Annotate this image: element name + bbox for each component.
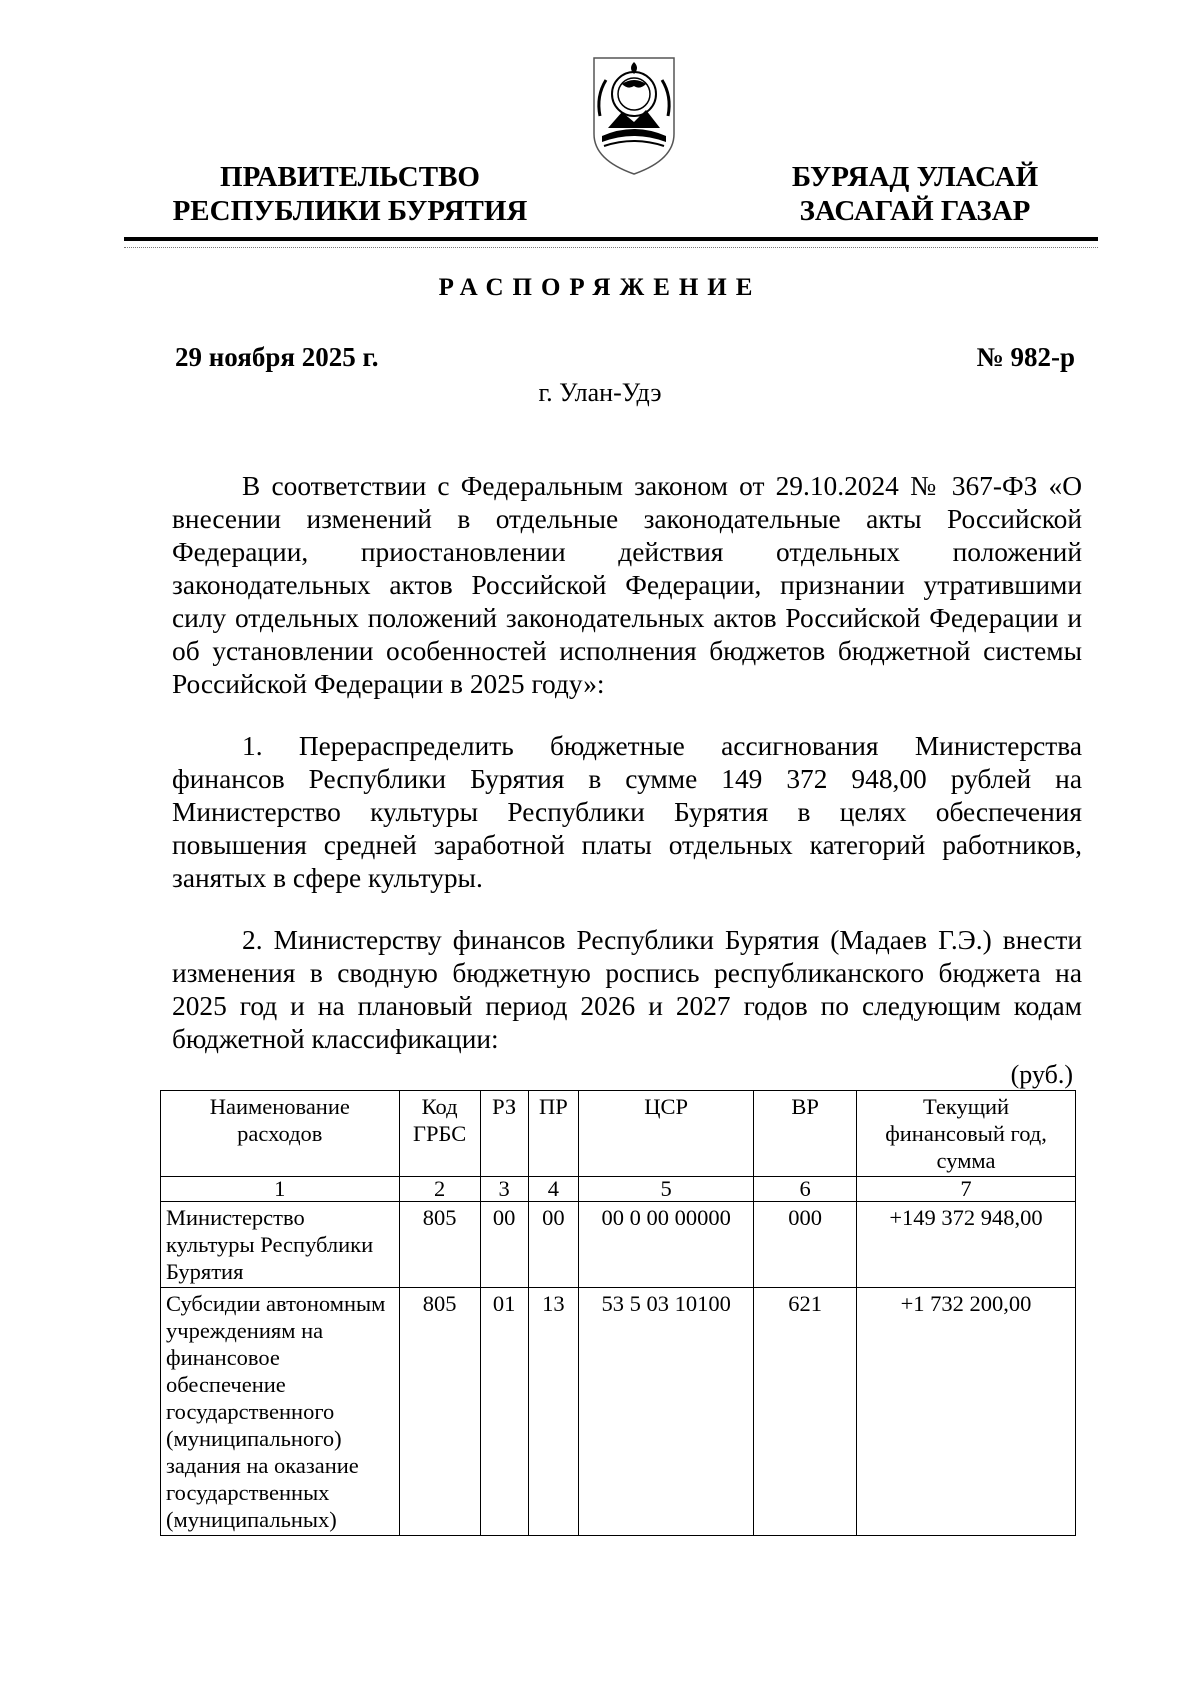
cell-csr: 00 0 00 00000 <box>579 1202 754 1288</box>
cell-amount: +1 732 200,00 <box>857 1288 1076 1536</box>
cell-amount: +149 372 948,00 <box>857 1202 1076 1288</box>
document-number: № 982-р <box>976 342 1075 372</box>
cell-pr: 13 <box>528 1288 578 1536</box>
table-row <box>161 1202 1076 1288</box>
header-cell-csr: ЦСР <box>579 1091 754 1177</box>
org-name-russian-line2: РЕСПУБЛИКИ БУРЯТИЯ <box>172 195 528 227</box>
cell-expense-name: Министерство культуры Республики Бурятия <box>161 1202 400 1288</box>
cell-vr: 621 <box>754 1288 857 1536</box>
preamble-paragraph: В соответствии с Федеральным законом от 29.10.2024 № 367-ФЗ «О внесении изменений в отдельные законодательные акты Российской Федерации, приостановлении действия отдельных положений законодательных актов Российской Федерации, признании утратившими силу отдельных положений законодательных актов Российской Федерации и об установлении особенностей исполнения бюджетов бюджетной системы Российской Федерации в 2025 году»: <box>172 471 1082 699</box>
cell-rz: 00 <box>480 1202 528 1288</box>
org-name-buryat-line2: ЗАСАГАЙ ГАЗАР <box>799 195 1031 227</box>
currency-unit-label: (руб.) <box>1010 1060 1073 1089</box>
org-name-russian-line1: ПРАВИТЕЛЬСТВО <box>220 161 480 193</box>
document-type-title: РАСПОРЯЖЕНИЕ <box>438 274 762 301</box>
column-number-cell: 3 <box>480 1177 528 1202</box>
document-date: 29 ноября 2025 г. <box>175 342 379 372</box>
cell-vr: 000 <box>754 1202 857 1288</box>
org-name-buryat-line1: БУРЯАД УЛАСАЙ <box>791 161 1039 193</box>
coat-of-arms-icon <box>592 56 676 176</box>
cell-rz: 01 <box>480 1288 528 1536</box>
header-cell-rz: РЗ <box>480 1091 528 1177</box>
column-number-cell: 4 <box>528 1177 578 1202</box>
cell-grbs: 805 <box>399 1288 480 1536</box>
header-cell-vr: ВР <box>754 1091 857 1177</box>
item-2-paragraph: 2. Министерству финансов Республики Бурятия (Мадаев Г.Э.) внести изменения в сводную бюджетную роспись республиканского бюджета на 2025 год и на плановый период 2026 и 2027 годов по следующим кодам бюджетной классификации: <box>172 925 1082 1054</box>
header-cell-name: Наименование расходов <box>161 1091 400 1177</box>
cell-expense-name: Субсидии автономным учреждениям на финансовое обеспечение государственного (муниципального) задания на оказание государственных (муниципальных) <box>161 1288 400 1536</box>
column-number-cell: 1 <box>161 1177 400 1202</box>
document-city: г. Улан-Удэ <box>538 378 662 407</box>
column-number-cell: 6 <box>754 1177 857 1202</box>
table-row <box>161 1288 1076 1536</box>
table-column-numbers-row <box>161 1177 1076 1202</box>
column-number-cell: 2 <box>399 1177 480 1202</box>
cell-csr: 53 5 03 10100 <box>579 1288 754 1536</box>
column-number-cell: 7 <box>857 1177 1076 1202</box>
cell-grbs: 805 <box>399 1202 480 1288</box>
cell-pr: 00 <box>528 1202 578 1288</box>
header-cell-pr: ПР <box>528 1091 578 1177</box>
header-cell-grbs: Код ГРБС <box>399 1091 480 1177</box>
item-1-paragraph: 1. Перераспределить бюджетные ассигнования Министерства финансов Республики Бурятия в сумме 149 372 948,00 рублей на Министерство культуры Республики Бурятия в целях обеспечения повышения средней заработной платы отдельных категорий работников, занятых в сфере культуры. <box>172 731 1082 893</box>
column-number-cell: 5 <box>579 1177 754 1202</box>
header-divider-thin <box>124 247 1098 248</box>
table-header-row <box>161 1091 1076 1177</box>
org-name-buryat <box>765 160 1065 228</box>
budget-classification-table <box>160 1090 1076 1536</box>
header-divider-thick <box>124 237 1098 241</box>
org-name-russian <box>160 160 540 228</box>
header-cell-amount: Текущий финансовый год, сумма <box>857 1091 1076 1177</box>
